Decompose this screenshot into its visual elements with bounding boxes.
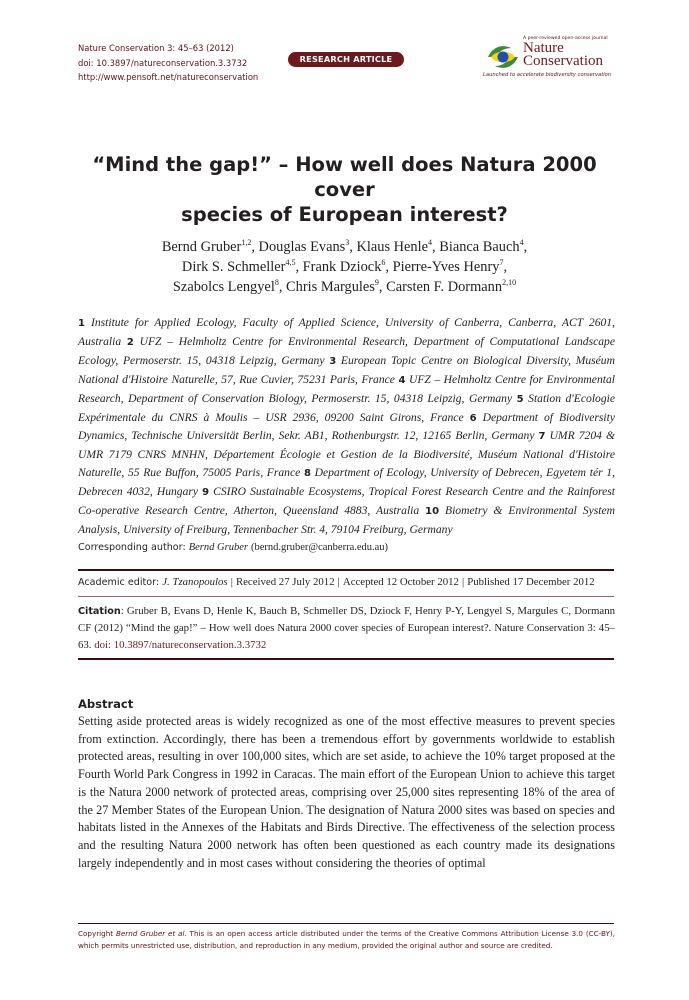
affiliation-number: 1 — [78, 318, 85, 329]
affiliation-number: 4 — [398, 374, 406, 386]
copyright-holder: Bernd Gruber et al. — [115, 929, 187, 938]
corresponding-name: Bernd Gruber — [188, 542, 248, 553]
citation-block — [78, 603, 615, 654]
author: Bianca Bauch$^4$ — [439, 238, 524, 255]
author: Klaus Henle$^4$ — [356, 238, 433, 255]
article-type-badge: RESEARCH ARTICLE — [288, 52, 404, 67]
author: Douglas Evans$^3$ — [258, 238, 350, 255]
author: Szabolcs Lengyel$^8$ — [172, 278, 279, 295]
article-title-line1: “Mind the gap!” – How well does Natura 2000 cover — [92, 153, 597, 201]
abstract-text: Setting aside protected areas is widely recognized as one of the most effective measures to prevent species from extinction. Accordingly, there has been a tremendous effort by governments worldwide to establish protected areas, resulting in over 100,000 sites, which are set aside, to achieve the 10% target proposed at the Fourth World Park Congress in 1992 in Caracas. The main effort of the European Union to achieve this target is the Natura 2000 network of protected areas, comprising over 25,000 sites representing 18% of the area of the 27 Member States of the European Union. The designation of Natura 2000 sites was based on species and habitats listed in the Annexes of the Habitats and Birds Directive. The effectiveness of the selection process and the resulting Natura 2000 network has often been questioned as each country made its designations largely independently and in most cases without considering the theories of optimal — [78, 714, 615, 870]
article-dates: Academic editor: J. Tzanopoulos | Received 27 July 2012 | Accepted 12 October 2012 | Published 17 December 2012 — [78, 576, 595, 588]
affiliation-number: 6 — [469, 412, 477, 424]
received-date: Received 27 July 2012 — [235, 576, 335, 588]
journal-logo[interactable] — [483, 36, 623, 84]
affiliation-number: 8 — [303, 468, 311, 480]
citation-doi-link[interactable]: doi: 10.3897/natureconservation.3.3732 — [94, 639, 267, 651]
affiliation-number: 2 — [126, 336, 134, 348]
author: Chris Margules$^9$ — [286, 278, 379, 295]
journal-url-link[interactable]: http://www.pensoft.net/natureconservation — [78, 72, 259, 82]
journal-citation: Nature Conservation 3: 45–63 (2012) — [78, 43, 234, 53]
affiliations — [78, 314, 615, 539]
author: Carsten F. Dormann$^{2,10}$ — [386, 278, 517, 295]
logo-slogan: Launched to accelerate biodiversity conservation — [483, 72, 612, 78]
license-text: This is an open access article distributed under the terms of the Creative Commons Attribution License 3.0 (CC-BY), which permits unrestricted use, distribution, and reproduction in any medium, provided the original author and source are credited. — [78, 929, 616, 950]
journal-meta — [78, 41, 258, 85]
affiliation-text: UFZ – Helmholtz Centre for Environmental Research, Department of Computational Landscape Ecology, Permoserstr. 15, 04318 Leipzig, Germany — [78, 334, 615, 367]
logo-name-line1: Nature — [523, 40, 564, 56]
author: Pierre-Yves Henry$^7$ — [392, 258, 504, 275]
affiliation-text: UMR 7204 & UMR 7179 CNRS MNHN, Département Écologie et Gestion de la Biodiversité, Muséum National d'Histoire Naturelle, 55 Rue Buffon, 75005 Paris, France — [78, 429, 615, 480]
author: Frank Dziock$^6$ — [302, 258, 386, 275]
affiliation-text: Institute for Applied Ecology, Faculty of Applied Science, University of Canberra, Canberra, ACT 2601, Australia — [78, 316, 615, 348]
logo-tagline: A peer-reviewed open-access journal — [523, 36, 608, 41]
footer-divider — [78, 923, 614, 924]
affiliation-number: 5 — [516, 393, 524, 405]
eye-leaf-logo-icon — [485, 42, 521, 72]
affiliation-text: European Topic Centre on Biological Diversity, Muséum National d'Histoire Naturelle, 57, Rue Cuvier, 75231 Paris, France — [78, 353, 615, 386]
abstract-heading: Abstract — [78, 697, 134, 711]
divider — [78, 569, 614, 571]
accepted-date: Accepted 12 October 2012 — [342, 576, 459, 588]
logo-name-line2: Conservation — [523, 53, 603, 69]
published-date: Published 17 December 2012 — [467, 576, 595, 588]
affiliation-number: 3 — [329, 355, 337, 367]
academic-editor: J. Tzanopoulos — [162, 576, 228, 588]
affiliation-number: 7 — [538, 431, 546, 443]
citation-label: Citation — [78, 606, 121, 617]
affiliation-text: Department of Ecology, University of Debrecen, Egyetem tér 1, Debrecen 4032, Hungary — [78, 466, 615, 499]
affiliation-number: 10 — [425, 506, 440, 518]
author-list: Bernd Gruber$^{1,2}$, Douglas Evans$^3$, Klaus Henle$^4$, Bianca Bauch$^4$, Dirk S. Schmeller$^{4,5}$, Frank Dziock$^6$, Pierre-Yves Henry$^7$, Szabolcs Lengyel$^8$, Chris Margules$^9$, Carsten F. Dormann$^{2,10}$ — [161, 238, 528, 295]
citation-text: : Gruber B, Evans D, Henle K, Bauch B, Schmeller DS, Dziock F, Henry P-Y, Lengyel S, Margules C, Dormann CF (2012) “Mind the gap!” – How well does Natura 2000 cover species of European interest?. Nature Conservation 3: 45–63. — [78, 605, 615, 651]
affiliation-text: Department of Biodiversity Dynamics, Technische Universität Berlin, Sekr. AB1, Rothenburgstr. 12, 12165 Berlin, Germany — [78, 410, 615, 443]
affiliation-text: CSIRO Sustainable Ecosystems, Tropical Forest Research Centre and the Rainforest Co-operative Research Centre, Atherton, Queensland 4883, Australia — [78, 485, 615, 518]
copyright-footer: Copyright Bernd Gruber et al. This is an open access article distributed under the terms of the Creative Commons Attribution License 3.0 (CC-BY), which permits unrestricted use, distribution, and reproduction in any medium, provided the original author and source are credited. — [78, 929, 616, 950]
affiliation-text: UFZ – Helmholtz Centre for Environmental Research, Department of Conservation Biology, Permoserstr. 15, 04318 Leipzig, Germany — [78, 372, 615, 405]
corresponding-email-link[interactable]: (bernd.gruber@canberra.edu.au) — [251, 542, 389, 553]
article-title — [60, 152, 629, 227]
affiliation-text: Station d'Ecologie Expérimentale du CNRS à Moulis – USR 2936, 09200 Saint Girons, France — [78, 391, 615, 424]
divider — [78, 658, 614, 660]
corresponding-label: Corresponding author: — [78, 542, 186, 553]
affiliation-number: 9 — [202, 487, 210, 499]
article-title-line2: species of European interest? — [181, 203, 508, 226]
divider — [78, 596, 614, 597]
corresponding-author — [78, 542, 388, 553]
author: Dirk S. Schmeller$^{4,5}$ — [181, 258, 296, 275]
affiliation-text: Biometry & Environmental System Analysis, University of Freiburg, Tennenbacher Str. 4, 79104 Freiburg, Germany — [78, 504, 615, 536]
editor-label: Academic editor: — [78, 577, 160, 588]
journal-doi-link[interactable]: doi: 10.3897/natureconservation.3.3732 — [78, 57, 248, 68]
author: Bernd Gruber$^{1,2}$ — [161, 238, 252, 255]
